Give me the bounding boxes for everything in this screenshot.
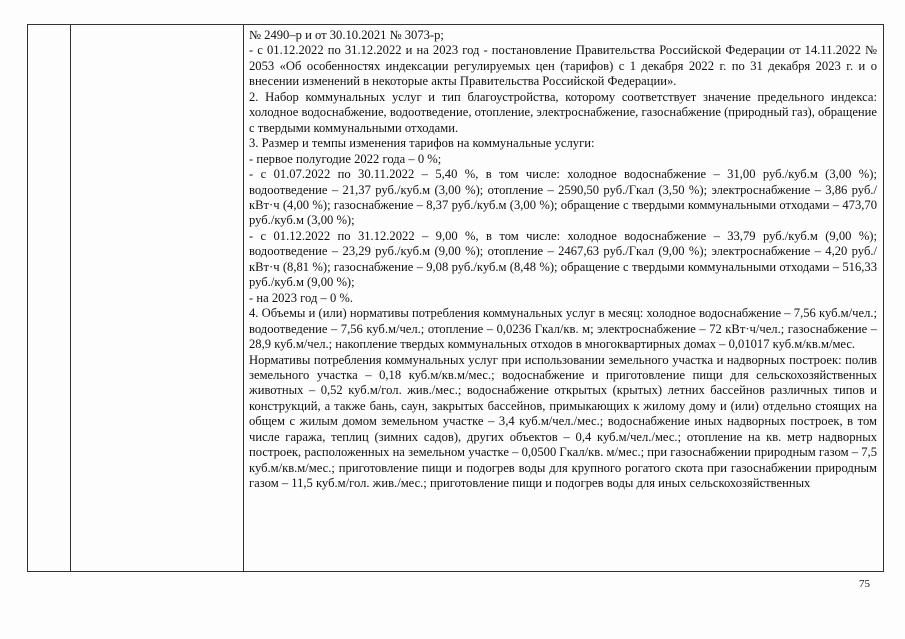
paragraph: 3. Размер и темпы изменения тарифов на коммунальные услуги: — [249, 136, 595, 151]
paragraph: 2. Набор коммунальных услуг и тип благоустройства, которому соответствует значение предельного индекса: холодное водоснабжение, водоотведение, отопление, электроснабжение, газоснабжение (природный газ), обращение с твердыми коммунальными отходами. — [249, 89, 877, 135]
table-row — [28, 25, 884, 572]
paragraph: - с 01.12.2022 по 31.12.2022 – 9,00 %, в том числе: холодное водоснабжение – 33,79 руб./куб.м (9,00 %); водоотведение – 23,29 руб./куб.м (9,00 %); отопление – 2467,63 руб./Гкал (9,00 %); электроснабжение – 4,20 руб./кВт·ч (8,81 %); газоснабжение – 9,08 руб./куб.м (8,48 %); обращение с твердыми коммунальными отходами – 516,33 руб./куб.м (9,00 %); — [249, 228, 877, 290]
paragraph: № 2490–р и от 30.10.2021 № 3073-р; — [249, 28, 444, 42]
paragraph: - на 2023 год – 0 %. — [249, 290, 354, 305]
paragraph: 4. Объемы и (или) нормативы потребления коммунальных услуг в месяц: холодное водоснабжение – 7,56 куб.м/чел.; водоотведение – 7,56 куб.м/чел.; отопление – 0,0236 Гкал/кв. м; электроснабжение – 72 кВт·ч/чел.; газоснабжение – 28,9 куб.м/чел.; накопление твердых коммунальных отходов в многоквартирных домах – 0,01017 куб.м/кв.м/мес. — [249, 306, 877, 352]
table-cell-number — [28, 25, 71, 572]
table-cell-indicator — [71, 25, 244, 572]
content-text-block — [244, 25, 883, 571]
paragraph: Нормативы потребления коммунальных услуг при использовании земельного участка и надворных построек: полив земельного участка – 0,18 куб.м/кв.м/мес.; водоснабжение и приготовление пищи для сельскохозяйственных животных – 0,52 куб.м/гол. жив./мес.; водоснабжение открытых (крытых) летних бассейнов различных типов и конструкций, а также бань, саун, закрытых бассейнов, примыкающих к жилому дому и (или) отдельно стоящих на общем с жилым домом земельном участке – 3,4 куб.м/чел./мес.; водоснабжение иных надворных построек, в том числе гаража, теплиц (зимних садов), других объектов – 0,4 куб.м/чел./мес.; отопление на кв. метр надворных построек, расположенных на земельном участке – 0,0500 Гкал/кв. м/мес.; при газоснабжении природным газом – 7,5 куб.м/кв.м/мес.; приготовление пищи и подогрев воды для крупного рогатого скота при газоснабжении природным газом – 11,5 куб.м/гол. жив./мес.; приготовление пищи и подогрев воды для иных сельскохозяйственных — [249, 352, 877, 491]
page-number: 75 — [859, 578, 870, 590]
paragraph: - с 01.12.2022 по 31.12.2022 и на 2023 год - постановление Правительства Российской Федерации от 14.11.2022 № 2053 «Об особенностях индексации регулируемых цен (тарифов) с 1 декабря 2022 г. по 31 декабря 2023 г. и о внесении изменений в некоторые акты Правительства Российской Федерации». — [249, 43, 877, 89]
paragraph: - с 01.07.2022 по 30.11.2022 – 5,40 %, в том числе: холодное водоснабжение – 31,00 руб./куб.м (3,00 %); водоотведение – 21,37 руб./куб.м (3,00 %); отопление – 2590,50 руб./Гкал (3,50 %); электроснабжение – 3,86 руб./кВт·ч (4,00 %); газоснабжение – 8,37 руб./куб.м (3,00 %); обращение с твердыми коммунальными отходами – 473,70 руб./куб.м (3,00 %); — [249, 167, 877, 228]
document-table — [27, 24, 884, 572]
paragraph: - первое полугодие 2022 года – 0 %; — [249, 151, 442, 166]
table-cell-content — [244, 25, 884, 572]
